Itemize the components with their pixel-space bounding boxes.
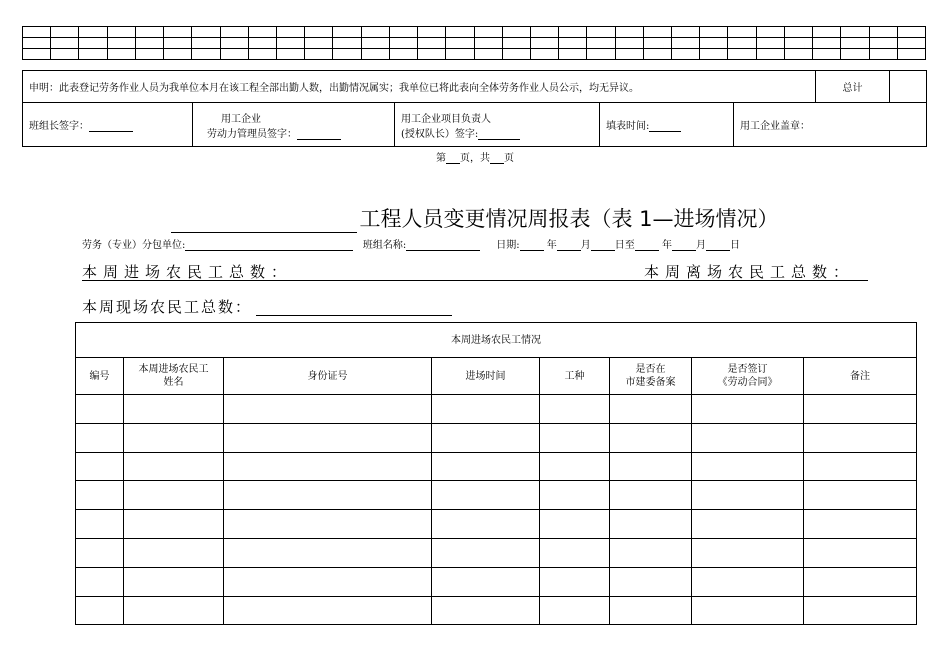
meta-line: 劳务（专业）分包单位: 班组名称: 日期: 年 月 日至 年 月 日 xyxy=(82,240,740,251)
table-cell[interactable] xyxy=(610,452,692,481)
top-grid-cell[interactable] xyxy=(897,27,925,38)
top-grid-cell[interactable] xyxy=(756,38,784,49)
page-title: 工程人员变更情况周报表（表 1—进场情况） xyxy=(0,203,950,233)
onsite-total-underline xyxy=(256,315,452,316)
table-cell[interactable] xyxy=(692,423,804,452)
top-grid-cell[interactable] xyxy=(643,27,671,38)
top-grid-cell[interactable] xyxy=(869,38,897,49)
table-cell[interactable] xyxy=(610,423,692,452)
table-cell[interactable] xyxy=(76,481,124,510)
top-grid-cell[interactable] xyxy=(700,49,728,60)
top-grid-row xyxy=(23,27,926,38)
top-grid-cell[interactable] xyxy=(728,38,756,49)
table-cell[interactable] xyxy=(540,452,610,481)
top-grid-cell[interactable] xyxy=(418,27,446,38)
top-grid-cell[interactable] xyxy=(333,27,361,38)
top-grid-cell[interactable] xyxy=(474,27,502,38)
top-grid-cell[interactable] xyxy=(672,49,700,60)
table-cell[interactable] xyxy=(124,596,224,625)
table-cell[interactable] xyxy=(124,567,224,596)
table-cell[interactable] xyxy=(692,481,804,510)
table-cell[interactable] xyxy=(804,452,917,481)
top-grid-cell[interactable] xyxy=(813,27,841,38)
top-grid-cell[interactable] xyxy=(23,38,51,49)
table-cell[interactable] xyxy=(540,423,610,452)
project-lead-signature: 用工企业项目负责人 (授权队长）签字: xyxy=(395,103,600,147)
table-cell[interactable] xyxy=(540,481,610,510)
top-grid-cell[interactable] xyxy=(700,38,728,49)
top-grid-cell[interactable] xyxy=(418,38,446,49)
top-grid-cell[interactable] xyxy=(530,49,558,60)
top-grid-cell[interactable] xyxy=(559,49,587,60)
top-grid-cell[interactable] xyxy=(530,38,558,49)
table-cell[interactable] xyxy=(432,596,540,625)
top-grid-cell[interactable] xyxy=(643,38,671,49)
table-cell[interactable] xyxy=(610,395,692,424)
top-grid-cell[interactable] xyxy=(192,49,220,60)
top-grid-cell[interactable] xyxy=(79,27,107,38)
column-header: 身份证号 xyxy=(224,358,432,395)
table-cell[interactable] xyxy=(224,395,432,424)
table-cell[interactable] xyxy=(224,481,432,510)
top-grid-cell[interactable] xyxy=(305,27,333,38)
total-value-cell[interactable] xyxy=(890,71,927,103)
top-grid-cell[interactable] xyxy=(333,38,361,49)
table-cell[interactable] xyxy=(224,538,432,567)
entry-table xyxy=(75,322,917,625)
top-grid-cell[interactable] xyxy=(728,27,756,38)
top-grid-cell[interactable] xyxy=(220,27,248,38)
signature-table xyxy=(22,70,927,147)
top-grid-cell[interactable] xyxy=(756,49,784,60)
top-grid-cell[interactable] xyxy=(276,38,304,49)
table-row xyxy=(76,423,917,452)
declaration-text: 申明：此表登记劳务作业人员为我单位本月在该工程全部出勤人数，出勤情况属实；我单位已将此表向全体劳务作业人员公示，均无异议。 xyxy=(23,71,816,103)
top-grid-cell[interactable] xyxy=(784,38,812,49)
table-cell[interactable] xyxy=(124,395,224,424)
top-grid-cell[interactable] xyxy=(587,49,615,60)
table-cell[interactable] xyxy=(804,538,917,567)
top-grid-cell[interactable] xyxy=(79,49,107,60)
week-out-total-label: 本周离场农民工总数： xyxy=(644,263,855,281)
table-cell[interactable] xyxy=(610,567,692,596)
top-grid-cell[interactable] xyxy=(897,49,925,60)
top-grid-cell[interactable] xyxy=(220,38,248,49)
team-leader-signature: 班组长签字： xyxy=(23,103,193,147)
table-cell[interactable] xyxy=(540,596,610,625)
top-grid-cell[interactable] xyxy=(164,38,192,49)
table-cell[interactable] xyxy=(224,510,432,539)
table-cell[interactable] xyxy=(540,395,610,424)
top-grid-cell[interactable] xyxy=(192,27,220,38)
table-cell[interactable] xyxy=(432,423,540,452)
top-grid-cell[interactable] xyxy=(502,27,530,38)
table-cell[interactable] xyxy=(692,596,804,625)
top-grid-cell[interactable] xyxy=(502,38,530,49)
top-grid-cell[interactable] xyxy=(361,38,389,49)
table-cell[interactable] xyxy=(804,596,917,625)
top-grid-cell[interactable] xyxy=(135,49,163,60)
column-header: 是否在 市建委备案 xyxy=(610,358,692,395)
top-grid-cell[interactable] xyxy=(672,27,700,38)
table-cell[interactable] xyxy=(610,510,692,539)
table-cell[interactable] xyxy=(540,567,610,596)
top-grid-cell[interactable] xyxy=(587,38,615,49)
top-grid-cell[interactable] xyxy=(643,49,671,60)
table-cell[interactable] xyxy=(804,481,917,510)
table-cell[interactable] xyxy=(692,538,804,567)
top-grid-cell[interactable] xyxy=(672,38,700,49)
table-cell[interactable] xyxy=(76,538,124,567)
top-grid-cell[interactable] xyxy=(164,49,192,60)
top-grid-cell[interactable] xyxy=(615,49,643,60)
top-grid-cell[interactable] xyxy=(220,49,248,60)
top-grid-cell[interactable] xyxy=(51,49,79,60)
column-header: 备注 xyxy=(804,358,917,395)
table-cell[interactable] xyxy=(76,596,124,625)
column-header: 工种 xyxy=(540,358,610,395)
top-grid-cell[interactable] xyxy=(305,49,333,60)
top-grid-cell[interactable] xyxy=(756,27,784,38)
table-cell[interactable] xyxy=(76,395,124,424)
table-cell[interactable] xyxy=(540,510,610,539)
table-cell[interactable] xyxy=(432,395,540,424)
top-grid-row xyxy=(23,49,926,60)
top-grid-cell[interactable] xyxy=(23,49,51,60)
table-cell[interactable] xyxy=(76,452,124,481)
project-name-blank[interactable] xyxy=(171,213,357,233)
totals-underline xyxy=(82,280,868,281)
table-cell[interactable] xyxy=(76,510,124,539)
top-grid-cell[interactable] xyxy=(107,27,135,38)
total-label: 总计 xyxy=(816,71,890,103)
top-grid-cell[interactable] xyxy=(841,27,869,38)
table-caption: 本周进场农民工情况 xyxy=(76,323,917,358)
top-grid-cell[interactable] xyxy=(559,27,587,38)
top-grid-cell[interactable] xyxy=(446,27,474,38)
top-grid-cell[interactable] xyxy=(276,49,304,60)
table-cell[interactable] xyxy=(224,452,432,481)
top-grid-cell[interactable] xyxy=(23,27,51,38)
table-cell[interactable] xyxy=(692,567,804,596)
top-grid-cell[interactable] xyxy=(361,49,389,60)
top-grid-cell[interactable] xyxy=(51,38,79,49)
top-grid-cell[interactable] xyxy=(135,38,163,49)
top-grid-cell[interactable] xyxy=(361,27,389,38)
table-cell[interactable] xyxy=(76,423,124,452)
column-header: 编号 xyxy=(76,358,124,395)
table-cell[interactable] xyxy=(432,481,540,510)
column-header: 是否签订 《劳动合同》 xyxy=(692,358,804,395)
table-row xyxy=(76,395,917,424)
top-grid-cell[interactable] xyxy=(305,38,333,49)
table-cell[interactable] xyxy=(804,567,917,596)
table-cell[interactable] xyxy=(224,596,432,625)
top-grid-cell[interactable] xyxy=(248,27,276,38)
table-row xyxy=(76,538,917,567)
company-seal-field: 用工企业盖章： xyxy=(734,103,927,147)
top-grid-cell[interactable] xyxy=(897,38,925,49)
top-grid-cell[interactable] xyxy=(107,38,135,49)
column-header: 本周进场农民工 姓名 xyxy=(124,358,224,395)
top-grid-cell[interactable] xyxy=(502,49,530,60)
table-row xyxy=(76,567,917,596)
top-grid-cell[interactable] xyxy=(728,49,756,60)
top-grid-cell[interactable] xyxy=(276,27,304,38)
top-grid-cell[interactable] xyxy=(192,38,220,49)
top-grid-cell[interactable] xyxy=(530,27,558,38)
top-grid-cell[interactable] xyxy=(389,38,417,49)
onsite-total-label: 本周现场农民工总数： xyxy=(82,298,253,316)
top-grid-cell[interactable] xyxy=(418,49,446,60)
top-grid-cell[interactable] xyxy=(446,49,474,60)
top-grid-cell[interactable] xyxy=(333,49,361,60)
table-cell[interactable] xyxy=(432,567,540,596)
top-grid-cell[interactable] xyxy=(587,27,615,38)
table-cell[interactable] xyxy=(692,395,804,424)
table-cell[interactable] xyxy=(432,510,540,539)
top-grid-cell[interactable] xyxy=(446,38,474,49)
top-grid-cell[interactable] xyxy=(615,38,643,49)
top-grid-cell[interactable] xyxy=(389,49,417,60)
table-cell[interactable] xyxy=(432,538,540,567)
table-row xyxy=(76,481,917,510)
top-grid-cell[interactable] xyxy=(615,27,643,38)
top-grid-cell[interactable] xyxy=(51,27,79,38)
top-grid-cell[interactable] xyxy=(79,38,107,49)
table-cell[interactable] xyxy=(610,596,692,625)
table-cell[interactable] xyxy=(224,423,432,452)
table-cell[interactable] xyxy=(692,510,804,539)
top-grid-cell[interactable] xyxy=(107,49,135,60)
labor-manager-signature: 用工企业 劳动力管理员签字： xyxy=(193,103,395,147)
table-cell[interactable] xyxy=(76,567,124,596)
top-grid-table xyxy=(22,26,926,60)
table-cell[interactable] xyxy=(432,452,540,481)
table-cell[interactable] xyxy=(124,452,224,481)
table-cell[interactable] xyxy=(610,538,692,567)
top-grid-cell[interactable] xyxy=(841,49,869,60)
table-row xyxy=(76,596,917,625)
table-cell[interactable] xyxy=(124,510,224,539)
top-grid-row xyxy=(23,38,926,49)
table-cell[interactable] xyxy=(224,567,432,596)
top-grid-cell[interactable] xyxy=(164,27,192,38)
table-cell[interactable] xyxy=(124,538,224,567)
table-cell[interactable] xyxy=(804,395,917,424)
table-cell[interactable] xyxy=(610,481,692,510)
top-grid-cell[interactable] xyxy=(841,38,869,49)
table-cell[interactable] xyxy=(804,423,917,452)
table-row xyxy=(76,510,917,539)
top-grid-cell[interactable] xyxy=(474,49,502,60)
top-grid-cell[interactable] xyxy=(869,27,897,38)
top-grid-cell[interactable] xyxy=(474,38,502,49)
top-grid-cell[interactable] xyxy=(559,38,587,49)
table-cell[interactable] xyxy=(124,481,224,510)
table-cell[interactable] xyxy=(540,538,610,567)
fill-time-field: 填表时间: xyxy=(600,103,734,147)
page-number: 第 页，共 页 xyxy=(436,153,514,164)
top-grid-cell[interactable] xyxy=(813,49,841,60)
week-in-total-label: 本周进场农民工总数： xyxy=(82,263,293,281)
column-header: 进场时间 xyxy=(432,358,540,395)
top-grid-cell[interactable] xyxy=(389,27,417,38)
table-cell[interactable] xyxy=(692,452,804,481)
top-grid-cell[interactable] xyxy=(869,49,897,60)
table-cell[interactable] xyxy=(804,510,917,539)
top-grid-cell[interactable] xyxy=(135,27,163,38)
top-grid-cell[interactable] xyxy=(784,49,812,60)
table-row xyxy=(76,452,917,481)
table-cell[interactable] xyxy=(124,423,224,452)
top-grid-cell[interactable] xyxy=(700,27,728,38)
top-grid-cell[interactable] xyxy=(813,38,841,49)
top-grid-cell[interactable] xyxy=(784,27,812,38)
top-grid-cell[interactable] xyxy=(248,38,276,49)
top-grid-cell[interactable] xyxy=(248,49,276,60)
